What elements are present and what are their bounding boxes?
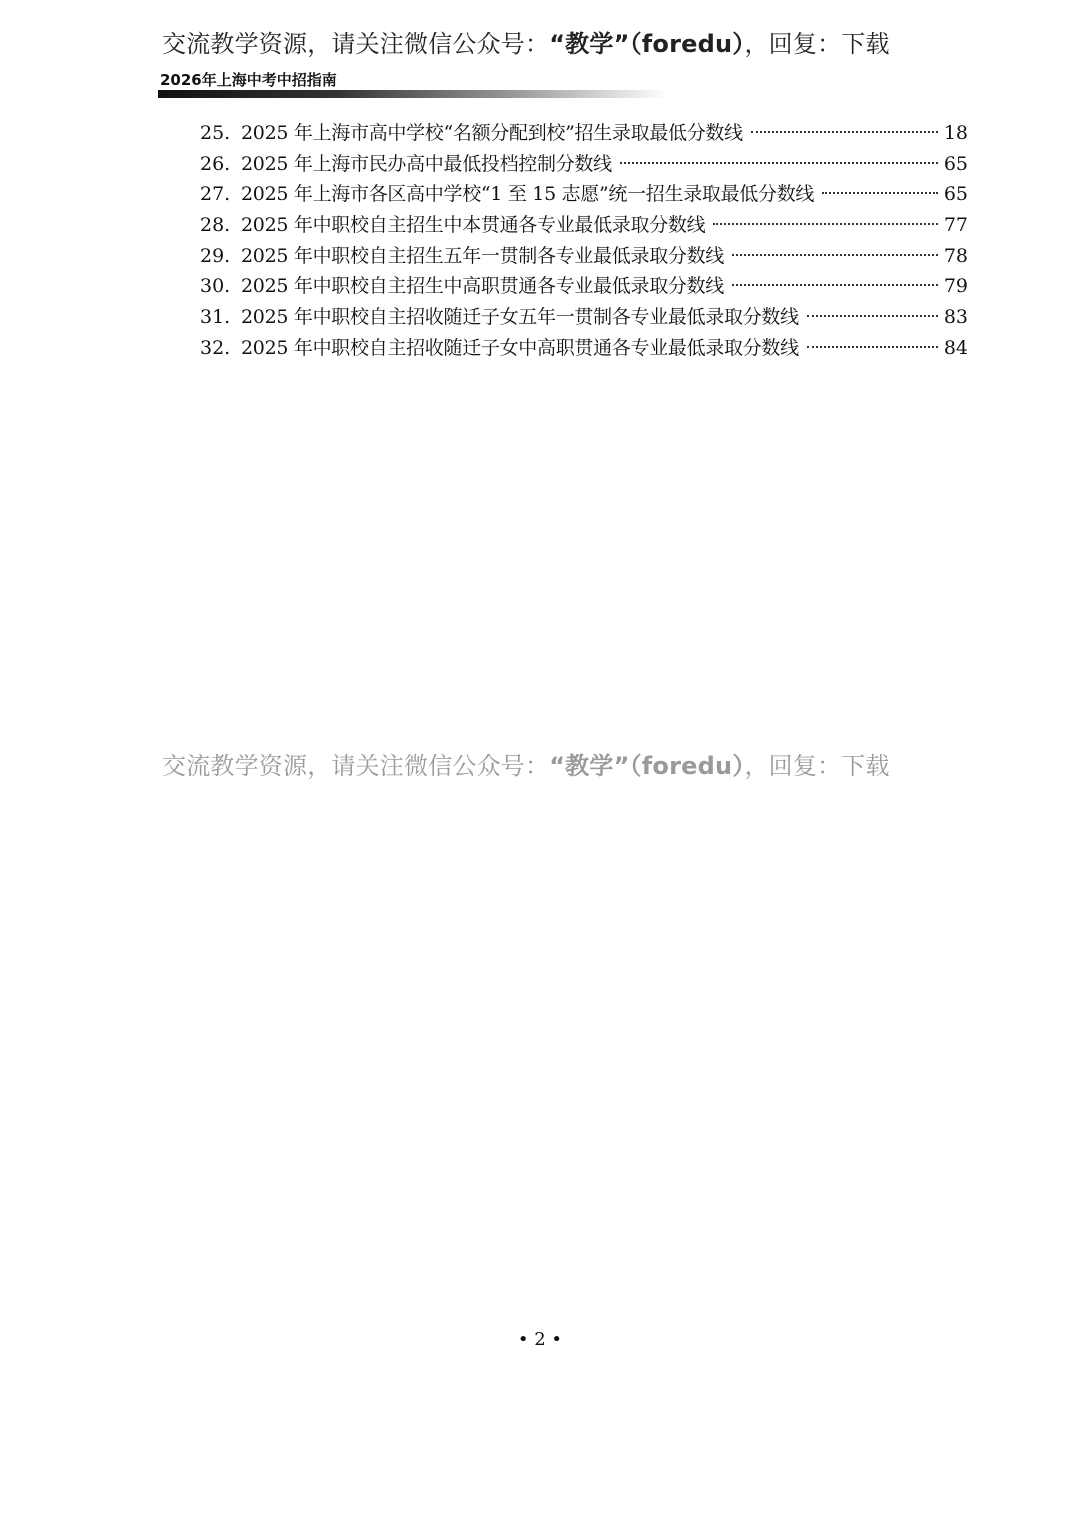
watermark-middle: [162, 750, 922, 782]
toc-dot-leader: [732, 284, 938, 286]
toc-entry-number: 30.: [200, 275, 231, 298]
toc-entry-title: 2025 年中职校自主招收随迁子女中高职贯通各专业最低录取分数线: [241, 336, 799, 359]
toc-entry-31[interactable]: [200, 302, 968, 333]
toc-entry-page: 65: [943, 152, 968, 175]
toc-entry-32[interactable]: [200, 333, 968, 364]
toc-entry-page: 83: [943, 306, 968, 329]
table-of-contents: [200, 118, 968, 364]
watermark-account: “教学”: [549, 752, 630, 780]
toc-dot-leader: [713, 223, 938, 225]
toc-entry-number: 27.: [200, 183, 231, 206]
toc-dot-leader: [807, 346, 938, 348]
toc-dot-leader: [732, 254, 938, 256]
watermark-prefix: 交流教学资源，请关注微信公众号：: [162, 752, 550, 780]
toc-dot-leader: [822, 192, 938, 194]
toc-entry-number: 29.: [200, 244, 231, 267]
watermark-suffix: ，回复：下载: [744, 30, 890, 58]
toc-entry-page: 18: [943, 122, 968, 144]
toc-entry-title: 2025 年中职校自主招收随迁子女五年一贯制各专业最低录取分数线: [241, 306, 799, 329]
toc-entry-27[interactable]: [200, 179, 968, 210]
toc-entry-number: 25.: [200, 122, 231, 144]
toc-entry-title: 2025 年上海市高中学校“名额分配到校”招生录取最低分数线: [241, 122, 743, 144]
toc-entry-28[interactable]: [200, 210, 968, 241]
header-rule: [158, 90, 668, 98]
toc-entry-number: 31.: [200, 306, 231, 329]
running-header-title: 2026年上海中考中招指南: [160, 71, 337, 89]
toc-entry-29[interactable]: [200, 241, 968, 272]
toc-dot-leader: [807, 315, 938, 317]
toc-entry-title: 2025 年中职校自主招生五年一贯制各专业最低录取分数线: [241, 244, 724, 267]
toc-entry-30[interactable]: [200, 271, 968, 302]
toc-entry-title: 2025 年中职校自主招生中高职贯通各专业最低录取分数线: [241, 275, 724, 298]
watermark-top: [162, 28, 922, 60]
watermark-account: “教学”: [549, 30, 630, 58]
toc-entry-page: 79: [943, 275, 968, 298]
toc-entry-25[interactable]: [200, 118, 968, 149]
toc-entry-title: 2025 年上海市民办高中最低投档控制分数线: [241, 152, 612, 175]
toc-entry-title: 2025 年上海市各区高中学校“1 至 15 志愿”统一招生录取最低分数线: [241, 183, 815, 206]
watermark-suffix: ，回复：下载: [744, 752, 890, 780]
toc-entry-page: 77: [943, 214, 968, 237]
watermark-handle: （foredu）: [629, 752, 745, 780]
toc-entry-page: 78: [943, 244, 968, 267]
page-number: • 2 •: [517, 1329, 563, 1350]
toc-entry-number: 28.: [200, 214, 231, 237]
toc-entry-number: 32.: [200, 336, 231, 359]
toc-entry-title: 2025 年中职校自主招生中本贯通各专业最低录取分数线: [241, 214, 706, 237]
toc-entry-page: 65: [943, 183, 968, 206]
toc-dot-leader: [751, 131, 938, 133]
toc-entry-page: 84: [943, 336, 968, 359]
toc-entry-26[interactable]: [200, 149, 968, 180]
toc-dot-leader: [620, 162, 938, 164]
watermark-prefix: 交流教学资源，请关注微信公众号：: [162, 30, 550, 58]
toc-entry-number: 26.: [200, 152, 231, 175]
watermark-handle: （foredu）: [629, 30, 745, 58]
